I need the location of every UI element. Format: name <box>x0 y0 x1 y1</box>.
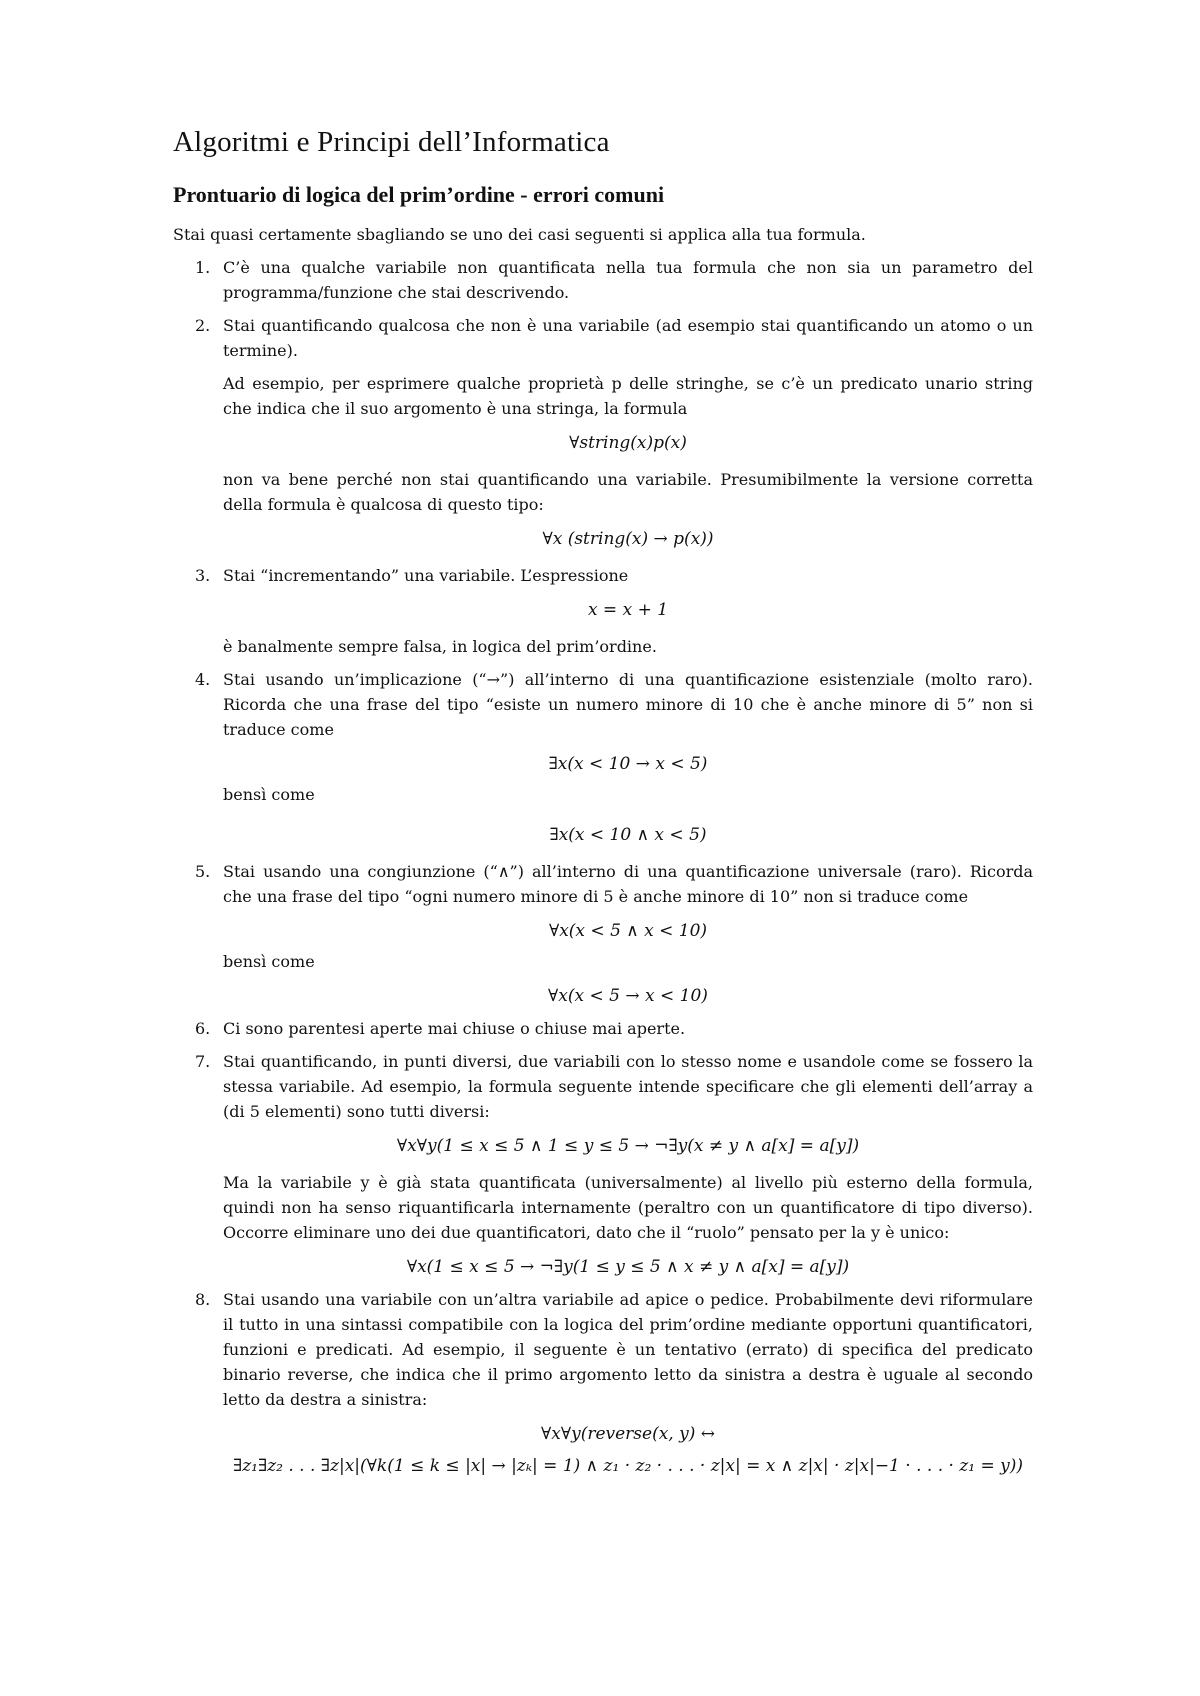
item-number: 5. <box>195 862 211 881</box>
item-text: C’è una qualche variabile non quantificata nella tua formula che non sia un parametro del programma/funzione che stai descrivendo. <box>223 258 1033 302</box>
item-text: Stai usando una congiunzione (“∧”) all’interno di una quantificazione universale (raro). Ricorda che una frase del tipo “ogni numero minore di 5 è anche minore di 10” non si traduce come <box>223 862 1033 906</box>
document-title: Algoritmi e Principi dell’Informatica <box>173 126 610 158</box>
display-formula: ∀x∀y(reverse(x, y) ↔ <box>540 1424 716 1444</box>
display-formula: x = x + 1 <box>587 600 669 620</box>
display-formula: ∀x (string(x) → p(x)) <box>542 529 714 549</box>
item-text: Ci sono parentesi aperte mai chiuse o chiuse mai aperte. <box>223 1019 686 1038</box>
item-number: 8. <box>195 1290 211 1309</box>
item-text: Ad esempio, per esprimere qualche proprietà p delle stringhe, se c’è un predicato unario string che indica che il suo argomento è una stringa, la formula <box>223 374 1033 418</box>
document-body <box>173 118 1033 1490</box>
item-text: Stai usando un’implicazione (“→”) all’interno di una quantificazione esistenziale (molto raro). Ricorda che una frase del tipo “esiste un numero minore di 10 che è anche minore di 5” non si traduce come <box>223 670 1033 739</box>
item-text: Stai “incrementando” una variabile. L’espressione <box>223 566 629 585</box>
display-formula: ∀x(1 ≤ x ≤ 5 → ¬∃y(1 ≤ y ≤ 5 ∧ x ≠ y ∧ a[x] = a[y]) <box>406 1257 850 1277</box>
item-text: è banalmente sempre falsa, in logica del prim’ordine. <box>223 637 657 656</box>
error-list <box>173 255 1033 1480</box>
list-item <box>173 1049 1033 1281</box>
item-number: 6. <box>195 1019 211 1038</box>
display-formula: ∀string(x)p(x) <box>569 433 687 453</box>
list-item <box>173 1287 1033 1480</box>
item-number: 4. <box>195 670 211 689</box>
item-number: 7. <box>195 1052 211 1071</box>
item-number: 3. <box>195 566 211 585</box>
list-item <box>173 255 1033 305</box>
list-item <box>173 1016 1033 1041</box>
display-formula: ∀x(x < 5 → x < 10) <box>548 986 708 1006</box>
section-heading: Prontuario di logica del prim’ordine - errori comuni <box>173 182 665 207</box>
display-formula: ∃x(x < 10 ∧ x < 5) <box>549 825 707 845</box>
item-text: Stai quantificando qualcosa che non è una variabile (ad esempio stai quantificando un atomo o un termine). <box>223 316 1033 360</box>
item-text: bensì come <box>223 952 315 971</box>
item-text: bensì come <box>223 785 315 804</box>
list-item <box>173 667 1033 849</box>
item-text: Stai usando una variabile con un’altra variabile ad apice o pedice. Probabilmente devi riformulare il tutto in una sintassi compatibile con la logica del prim’ordine mediante opportuni quantificatori, funzioni e predicati. Ad esempio, il seguente è un tentativo (errato) di specifica del predicato binario reverse, che indica che il primo argomento letto da sinistra a destra è uguale al secondo letto da destra a sinistra: <box>223 1290 1033 1409</box>
item-text: Stai quantificando, in punti diversi, due variabili con lo stesso nome e usandole come se fossero la stessa variabile. Ad esempio, la formula seguente intende specificare che gli elementi dell’array a (di 5 elementi) sono tutti diversi: <box>223 1052 1033 1121</box>
display-formula: ∀x(x < 5 ∧ x < 10) <box>548 921 708 941</box>
display-formula: ∃z₁∃z₂ . . . ∃z|x|(∀k(1 ≤ k ≤ |x| → |zₖ| = 1) ∧ z₁ · z₂ · . . . · z|x| = x ∧ z|x| · z|x|−1 · . . . · z₁ = y)) <box>232 1456 1024 1476</box>
item-number: 1. <box>195 258 211 277</box>
list-item <box>173 313 1033 553</box>
display-formula: ∃x(x < 10 → x < 5) <box>548 754 708 774</box>
item-text: Ma la variabile y è già stata quantificata (universalmente) al livello più esterno della formula, quindi non ha senso riquantificarla internamente (peraltro con un quantificatore di tipo diverso). Occorre eliminare uno dei due quantificatori, dato che il “ruolo” pensato per la y è unico: <box>223 1173 1033 1242</box>
item-number: 2. <box>195 316 211 335</box>
display-formula: ∀x∀y(1 ≤ x ≤ 5 ∧ 1 ≤ y ≤ 5 → ¬∃y(x ≠ y ∧ a[x] = a[y]) <box>396 1136 860 1156</box>
list-item <box>173 859 1033 1010</box>
list-item <box>173 563 1033 659</box>
intro-paragraph: Stai quasi certamente sbagliando se uno dei casi seguenti si applica alla tua formula. <box>173 225 866 244</box>
item-text: non va bene perché non stai quantificando una variabile. Presumibilmente la versione corretta della formula è qualcosa di questo tipo: <box>223 470 1033 514</box>
